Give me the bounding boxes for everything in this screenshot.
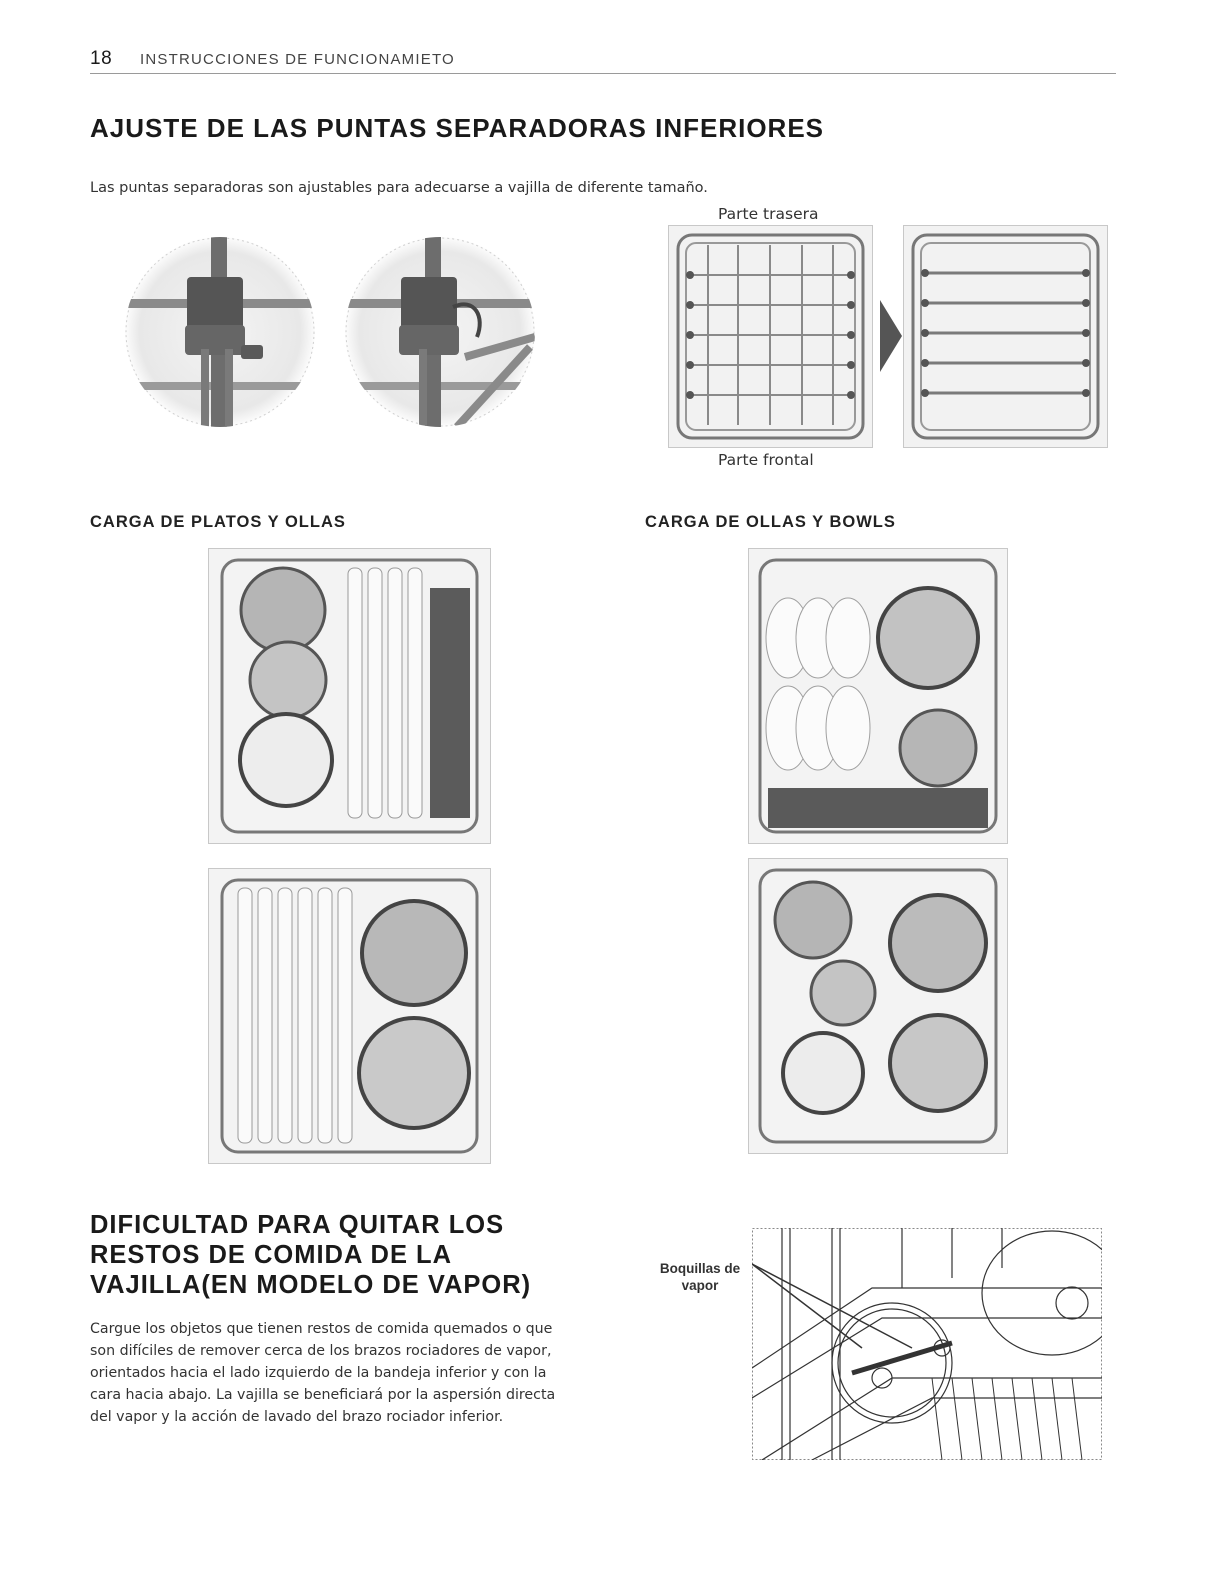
rack-plates-pots-photo-2 [208, 868, 491, 1164]
arrow-right-icon [880, 300, 902, 372]
paragraph-line-4: cara hacia abajo. La vajilla se beneficiará por la aspersión directa [90, 1387, 556, 1403]
paragraph-line-1: Cargue los objetos que tienen restos de comida quemados o que [90, 1321, 553, 1337]
steam-nozzles-callout [640, 1260, 760, 1294]
section-title-tines: AJUSTE DE LAS PUNTAS SEPARADORAS INFERIORES [90, 113, 825, 143]
section-title-steam [90, 1210, 531, 1300]
rack-tines-up-photo [668, 225, 873, 448]
paragraph-line-5: del vapor y la acción de lavado del brazo rociador inferior. [90, 1409, 504, 1425]
heading-pots-bowls: CARGA DE OLLAS Y BOWLS [645, 513, 896, 531]
heading-plates-pots: CARGA DE PLATOS Y OLLAS [90, 513, 346, 531]
intro-text: Las puntas separadoras son ajustables para adecuarse a vajilla de diferente tamaño. [90, 180, 708, 196]
tine-closeup-photo-folded [345, 237, 535, 427]
rack-tines-down-photo [903, 225, 1108, 448]
label-front: Parte frontal [718, 451, 814, 469]
rack-pots-bowls-photo-1 [748, 548, 1008, 844]
running-header: INSTRUCCIONES DE FUNCIONAMIETO [140, 51, 455, 68]
page-number: 18 [90, 48, 113, 69]
rack-plates-pots-photo-1 [208, 548, 491, 844]
section-title-line-2: RESTOS DE COMIDA DE LA [90, 1241, 453, 1269]
paragraph-line-2: son difíciles de remover cerca de los brazos rociadores de vapor, [90, 1343, 552, 1359]
paragraph-line-3: orientados hacia el lado izquierdo de la bandeja inferior y con la [90, 1365, 547, 1381]
header-divider [90, 73, 1116, 74]
steam-nozzle-illustration [752, 1228, 1102, 1460]
callout-line-1: Boquillas de [659, 1261, 741, 1276]
steam-paragraph [90, 1318, 555, 1428]
rack-pots-bowls-photo-2 [748, 858, 1008, 1154]
section-title-line-3: VAJILLA(EN MODELO DE VAPOR) [90, 1271, 532, 1299]
label-back: Parte trasera [718, 205, 819, 223]
section-title-line-1: DIFICULTAD PARA QUITAR LOS [90, 1211, 505, 1239]
callout-line-2: vapor [681, 1278, 719, 1293]
tine-closeup-photo-upright [125, 237, 315, 427]
